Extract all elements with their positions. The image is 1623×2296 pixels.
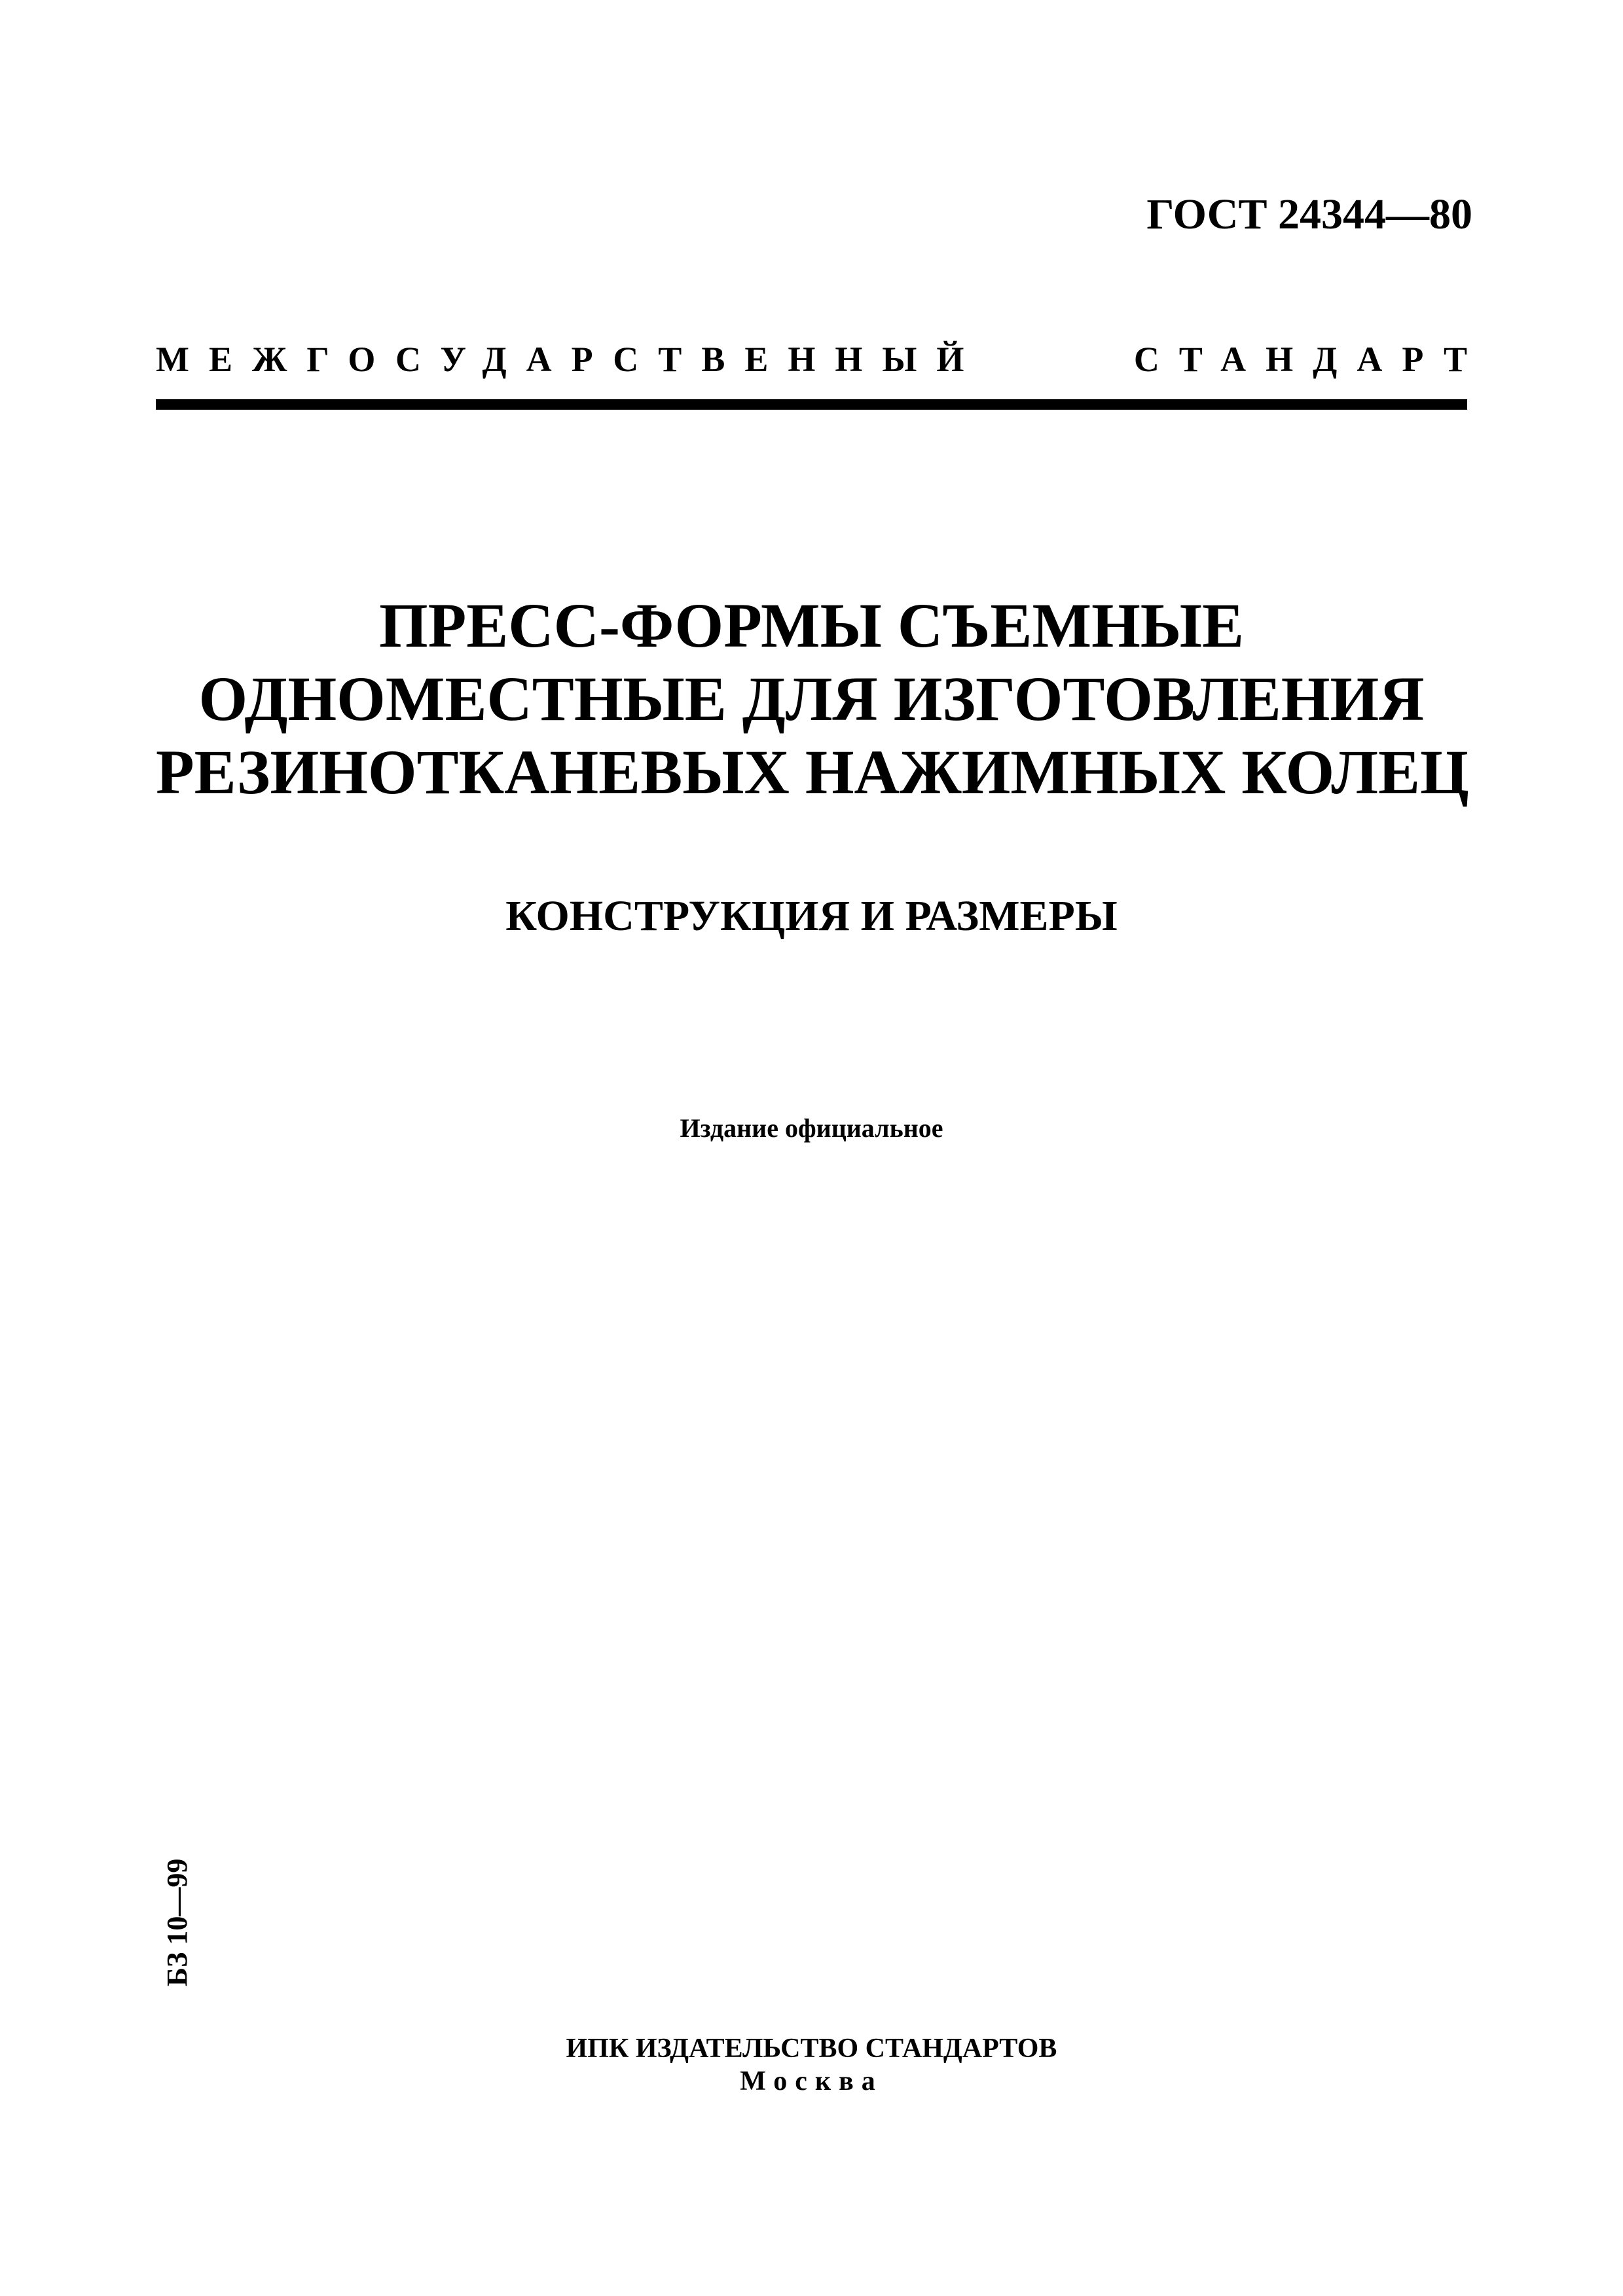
document-title [156, 589, 1467, 809]
side-code: БЗ 10—99 [161, 1858, 193, 1986]
standard-type-word-interstate: МЕЖГОСУДАРСТВЕННЫЙ [156, 340, 984, 379]
title-line-2: ОДНОМЕСТНЫЕ ДЛЯ ИЗГОТОВЛЕНИЯ [198, 664, 1425, 734]
publisher-name: ИПК ИЗДАТЕЛЬСТВО СТАНДАРТОВ [566, 2034, 1057, 2064]
title-line-3: РЕЗИНОТКАНЕВЫХ НАЖИМНЫХ КОЛЕЦ [156, 737, 1469, 807]
document-number: ГОСТ 24344—80 [1146, 190, 1472, 238]
standard-type-word-standard: СТАНДАРТ [1133, 340, 1487, 379]
header-rule [156, 399, 1467, 410]
document-subtitle: КОНСТРУКЦИЯ И РАЗМЕРЫ [505, 892, 1118, 940]
standard-type [156, 339, 1487, 380]
edition-note: Издание официальное [680, 1113, 943, 1143]
publisher-city: Москва [740, 2066, 883, 2096]
title-line-1: ПРЕСС-ФОРМЫ СЪЕМНЫЕ [378, 590, 1245, 660]
publisher-block [156, 2032, 1467, 2098]
